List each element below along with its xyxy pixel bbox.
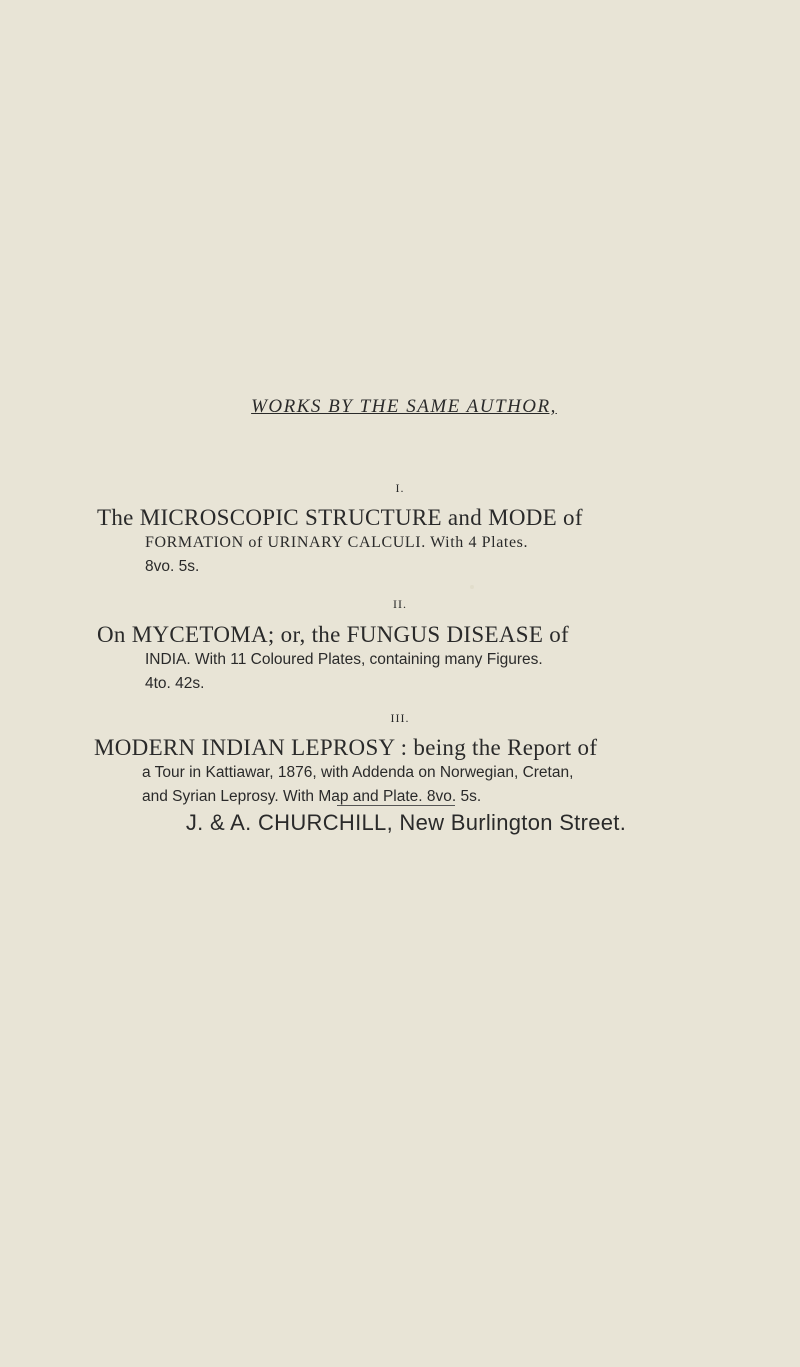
entry-numeral-3: III. — [390, 711, 410, 725]
entry-line3-3: and Syrian Leprosy. With Map and Plate. 8vo. 5s. — [142, 788, 482, 805]
entry-numeral-1: I. — [395, 481, 405, 495]
foxing-spot — [470, 585, 474, 589]
divider-rule — [337, 805, 455, 806]
entry-1 — [97, 505, 697, 579]
entry-title-2: On MYCETOMA; or, the FUNGUS DISEASE of — [97, 622, 569, 647]
entry-line2-2: INDIA. With 11 Coloured Plates, containing many Figures. — [145, 651, 543, 668]
entry-2 — [97, 622, 697, 696]
entry-title-3: MODERN INDIAN LEPROSY : being the Report of — [94, 735, 598, 760]
entry-3 — [94, 735, 697, 809]
entry-numeral-2: II. — [393, 597, 407, 611]
entry-line2-1: FORMATION of URINARY CALCULI. With 4 Plates. — [145, 534, 529, 551]
entry-line3-1: 8vo. 5s. — [145, 558, 200, 575]
entry-line2-3: a Tour in Kattiawar, 1876, with Addenda on Norwegian, Cretan, — [142, 764, 574, 781]
entry-title-1: The MICROSCOPIC STRUCTURE and MODE of — [97, 505, 583, 530]
publisher-imprint: J. & A. CHURCHILL, New Burlington Street. — [185, 810, 627, 835]
entry-line3-2: 4to. 42s. — [145, 675, 205, 692]
page-heading: WORKS BY THE SAME AUTHOR, — [251, 396, 557, 417]
